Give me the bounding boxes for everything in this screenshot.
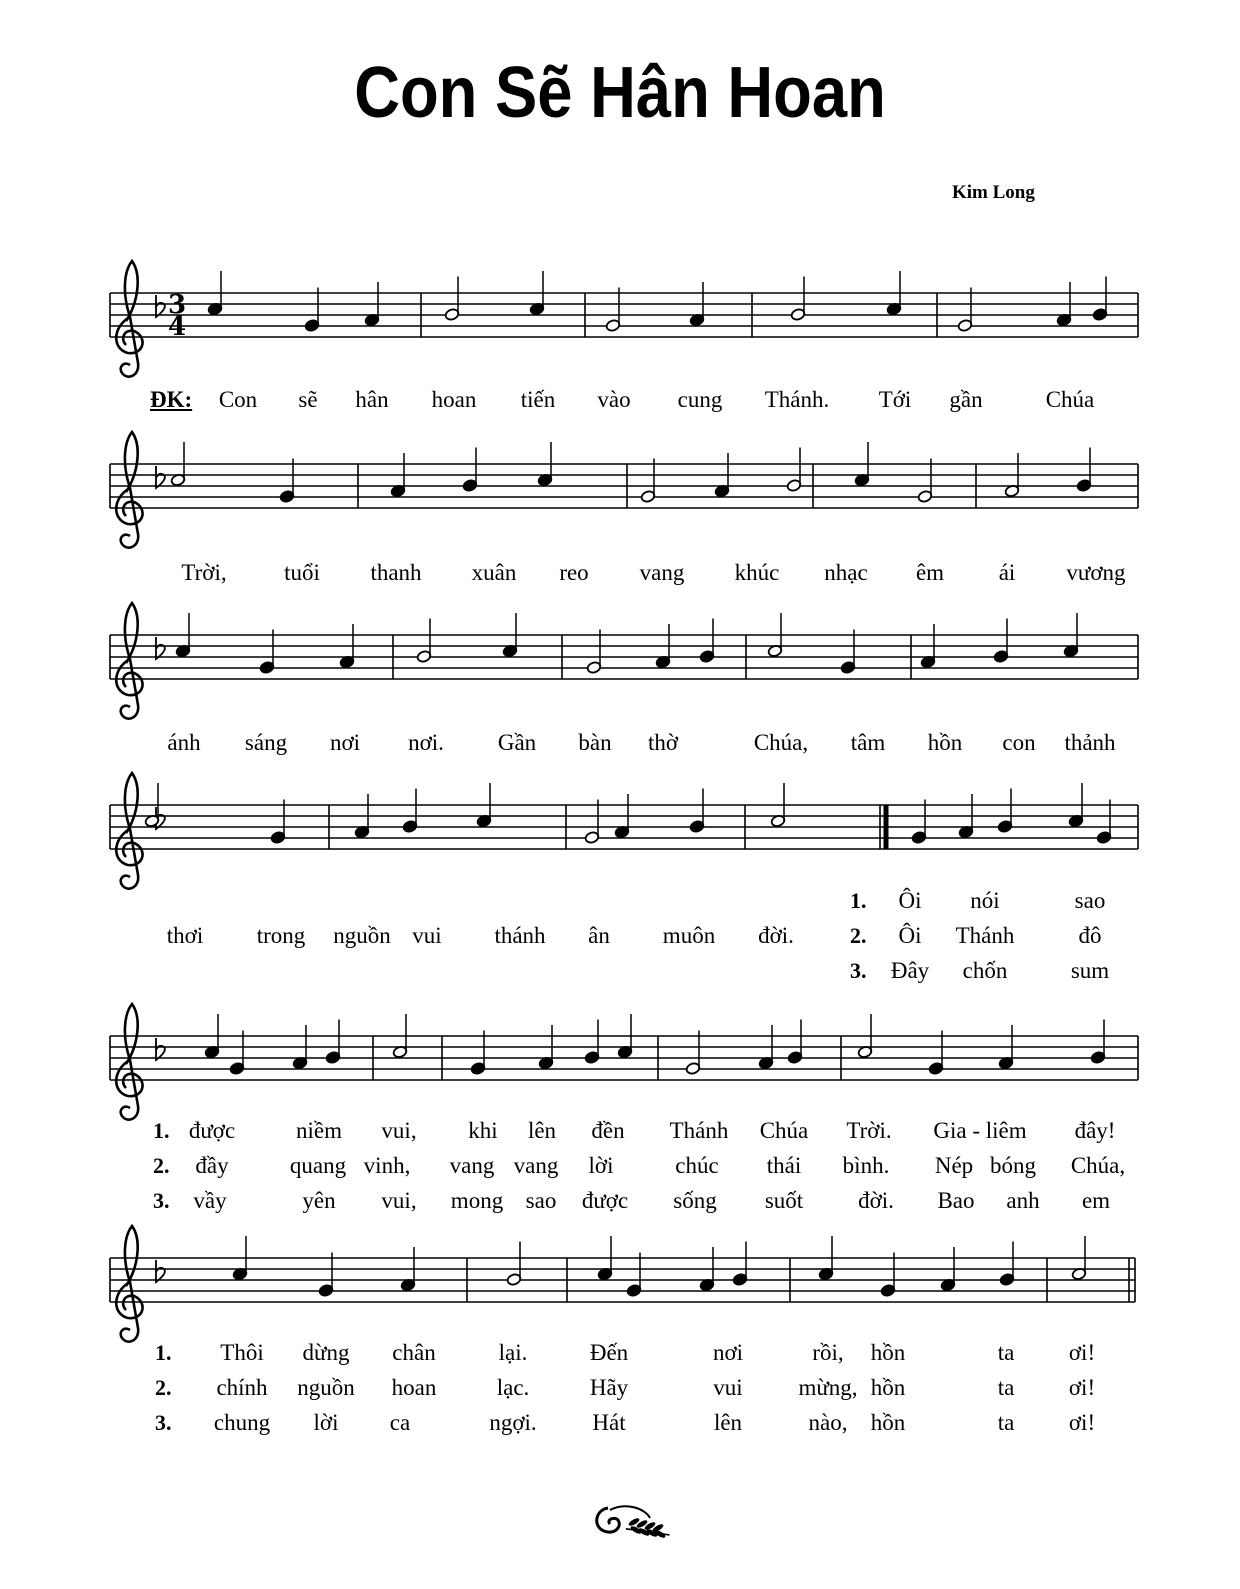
song-title: Con Sẽ Hân Hoan	[354, 53, 886, 133]
lyric-syllable: mừng,	[798, 1375, 858, 1400]
lyric-syllable: nào,	[808, 1410, 848, 1435]
verse-number: 3.	[155, 1410, 172, 1435]
lyric-syllable: thơi	[166, 923, 204, 948]
lyric-syllable: khúc	[734, 560, 780, 585]
verse-number: 1.	[850, 888, 867, 913]
lyric-syllable: vinh,	[363, 1153, 411, 1178]
lyric-syllable: lạc.	[496, 1375, 530, 1400]
lyric-syllable: dừng	[302, 1340, 350, 1365]
lyric-syllable: chốn	[962, 958, 1008, 983]
lyric-syllable: gần	[949, 387, 983, 412]
lyric-syllable: ơi!	[1068, 1410, 1096, 1435]
lyric-syllable: xuân	[471, 560, 517, 585]
lyric-syllable: nguồn	[333, 923, 391, 948]
verse-number: 1.	[153, 1118, 170, 1143]
lyric-syllable: nói	[970, 888, 1000, 913]
lyric-syllable: Ôi	[898, 923, 922, 948]
lyric-syllable: nguồn	[297, 1375, 355, 1400]
lyric-syllable: Chúa,	[753, 730, 809, 755]
lyric-syllable: vui	[412, 923, 442, 948]
decorative-ornament	[590, 1500, 685, 1540]
lyric-syllable: Chúa	[759, 1118, 809, 1143]
lyric-syllable: quang	[289, 1153, 347, 1178]
lyric-syllable: Nép	[934, 1153, 974, 1178]
lyric-syllable: chúc	[675, 1153, 719, 1178]
lyric-syllable: lời	[313, 1410, 339, 1435]
time-signature-top: 3	[168, 290, 187, 320]
lyric-syllable: rồi,	[812, 1340, 844, 1365]
lyric-syllable: thái	[766, 1153, 802, 1178]
lyric-syllable: sao	[1074, 888, 1106, 913]
lyric-syllable: tuổi	[284, 560, 320, 585]
lyric-syllable: đời.	[758, 923, 794, 948]
lyric-syllable: Thánh	[669, 1118, 729, 1143]
lyric-syllable: Thánh	[955, 923, 1015, 948]
lyric-syllable: mong	[450, 1188, 504, 1213]
lyric-syllable: Chúa	[1045, 387, 1095, 412]
lyric-syllable: thanh	[370, 560, 422, 585]
lyric-syllable: Thôi	[220, 1340, 264, 1365]
lyric-syllable: ánh	[167, 730, 201, 755]
lyric-syllable: trong	[256, 923, 306, 948]
lyric-syllable: thảnh	[1064, 730, 1116, 755]
lyric-syllable: đây!	[1074, 1118, 1116, 1143]
lyric-syllable: ta	[997, 1375, 1015, 1400]
lyric-syllable: em	[1081, 1188, 1111, 1213]
lyric-syllable: nơi	[329, 730, 361, 755]
lyric-syllable: sáng	[244, 730, 288, 755]
lyric-syllable: đời.	[858, 1188, 894, 1213]
composer-name: Kim Long	[952, 182, 1035, 203]
lyric-syllable: lên	[713, 1410, 743, 1435]
refrain-label: ĐK:	[150, 387, 193, 412]
lyric-syllable: sống	[673, 1188, 717, 1213]
lyric-syllable: Hãy	[589, 1375, 629, 1400]
lyric-syllable: lời	[588, 1153, 614, 1178]
lyric-syllable: hồn	[870, 1340, 906, 1365]
lyric-syllable: sao	[525, 1188, 557, 1213]
lyric-syllable: vương	[1066, 560, 1126, 585]
lyric-syllable: hồn	[870, 1410, 906, 1435]
lyric-syllable: tâm	[850, 730, 886, 755]
lyric-syllable: Đây	[890, 958, 930, 983]
lyric-syllable: Đến	[589, 1340, 629, 1365]
lyric-syllable: ta	[997, 1410, 1015, 1435]
lyric-syllable: anh	[1006, 1188, 1040, 1213]
lyric-syllable: ân	[588, 923, 610, 948]
lyric-syllable: nhạc	[824, 560, 868, 585]
verse-number: 1.	[155, 1340, 172, 1365]
lyric-syllable: êm	[915, 560, 945, 585]
lyric-syllable: được	[188, 1118, 236, 1143]
lyric-syllable: lên	[527, 1118, 557, 1143]
lyric-syllable: muôn	[662, 923, 716, 948]
lyric-syllable: vui	[713, 1375, 743, 1400]
lyric-syllable: bình.	[842, 1153, 890, 1178]
lyric-syllable: Con	[218, 387, 258, 412]
lyric-syllable: Hát	[592, 1410, 626, 1435]
lyric-syllable: đô	[1078, 923, 1102, 948]
lyric-syllable: suốt	[764, 1188, 804, 1213]
lyric-syllable: reo	[559, 560, 589, 585]
lyric-syllable: ái	[998, 560, 1016, 585]
verse-number: 3.	[850, 958, 867, 983]
lyric-syllable: Trời,	[181, 560, 227, 585]
lyric-syllable: Tới	[878, 387, 912, 412]
lyric-syllable: hân	[355, 387, 389, 412]
lyric-syllable: chung	[213, 1410, 271, 1435]
verse-number: 2.	[153, 1153, 170, 1178]
lyric-syllable: chân	[392, 1340, 436, 1365]
lyric-syllable: yên	[302, 1188, 336, 1213]
lyric-syllable: tiến	[520, 387, 556, 412]
lyric-syllable: chính	[216, 1375, 268, 1400]
time-signature-bottom: 4	[168, 312, 187, 342]
lyric-syllable: Gia - liêm	[933, 1118, 1027, 1143]
verse-number: 2.	[850, 923, 867, 948]
lyric-syllable: nơi	[712, 1340, 744, 1365]
lyric-syllable: vào	[597, 387, 631, 412]
lyric-syllable: ta	[997, 1340, 1015, 1365]
lyric-syllable: ngợi.	[489, 1410, 537, 1435]
lyric-syllable: vui,	[381, 1188, 417, 1213]
lyric-syllable: Bao	[937, 1188, 975, 1213]
lyric-syllable: niềm	[296, 1118, 342, 1143]
lyric-syllable: ơi!	[1068, 1340, 1096, 1365]
lyric-syllable: Chúa,	[1070, 1153, 1126, 1178]
lyric-syllable: ca	[389, 1410, 411, 1435]
lyric-syllable: hoan	[391, 1375, 437, 1400]
lyric-syllable: Trời.	[846, 1118, 892, 1143]
lyric-syllable: sẽ	[298, 387, 318, 412]
lyric-syllable: thánh	[494, 923, 546, 948]
lyric-syllable: bóng	[990, 1153, 1036, 1178]
lyric-syllable: đền	[591, 1118, 625, 1143]
lyric-syllable: bàn	[578, 730, 612, 755]
lyric-syllable: con	[1002, 730, 1036, 755]
lyric-syllable: hoan	[431, 387, 477, 412]
lyric-syllable: vang	[513, 1153, 559, 1178]
lyric-syllable: Ôi	[898, 888, 922, 913]
verse-number: 3.	[153, 1188, 170, 1213]
lyric-syllable: nơi.	[408, 730, 444, 755]
lyric-syllable: sum	[1070, 958, 1110, 983]
lyric-syllable: vang	[449, 1153, 495, 1178]
lyric-syllable: khi	[468, 1118, 498, 1143]
lyric-syllable: hồn	[870, 1375, 906, 1400]
lyric-syllable: vui,	[381, 1118, 417, 1143]
lyric-syllable: Gần	[497, 730, 537, 755]
lyric-syllable: hồn	[927, 730, 963, 755]
lyric-syllable: được	[581, 1188, 629, 1213]
lyric-syllable: ơi!	[1068, 1375, 1096, 1400]
lyric-syllable: vang	[639, 560, 685, 585]
lyric-syllable: thờ	[647, 730, 679, 755]
lyric-syllable: vầy	[193, 1188, 227, 1213]
lyric-syllable: cung	[677, 387, 723, 412]
verse-number: 2.	[155, 1375, 172, 1400]
lyric-syllable: đầy	[195, 1153, 229, 1178]
lyric-syllable: Thánh.	[764, 387, 830, 412]
lyric-syllable: lại.	[498, 1340, 528, 1365]
